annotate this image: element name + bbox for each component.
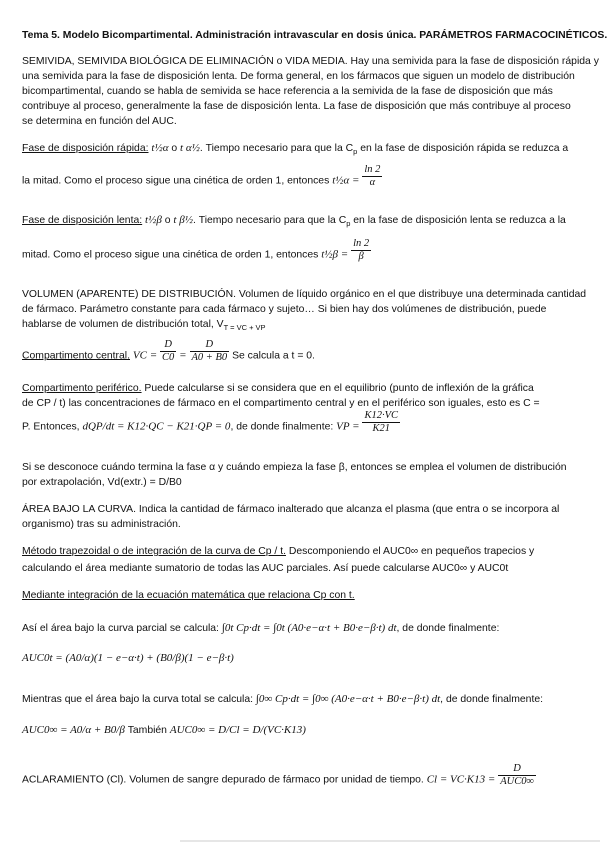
parcial-line bbox=[22, 622, 499, 635]
volumen-vt-tail: T = VC + VP bbox=[223, 323, 266, 333]
total-result-1: AUC0∞ = A0/α + B0/β bbox=[22, 724, 125, 736]
periferico-heading: Compartimento periférico. bbox=[22, 383, 142, 394]
extrapolacion-line-2: por extrapolación, Vd(extr.) = D/B0 bbox=[22, 477, 182, 488]
area-line-1: ÁREA BAJO LA CURVA. Indica la cantidad de fármaco inalterado que alcanza el plasma (que entra o se incorpora al bbox=[22, 504, 560, 515]
fase-rapida-line-1 bbox=[22, 142, 568, 158]
fase-rapida-line-2 bbox=[22, 164, 382, 189]
trapezoidal-heading: Método trapezoidal o de integración de la curva de Cp / t. bbox=[22, 546, 286, 557]
central-heading: Compartimento central. bbox=[22, 350, 130, 362]
fase-lenta-text-2: en la fase de disposición lenta se reduzca a la bbox=[350, 215, 566, 226]
trapezoidal-line-1 bbox=[22, 545, 534, 558]
fase-rapida-sub-p: p bbox=[353, 147, 358, 157]
periferico-line-1 bbox=[22, 382, 534, 395]
aclaramiento-numerator: D bbox=[498, 763, 536, 776]
volumen-line-3 bbox=[22, 318, 266, 334]
trapezoidal-line-2: calculando el área mediante sumatorio de todas las AUC parciales. Así puede calcularse AUC0∞ y AUC0t bbox=[22, 563, 509, 574]
central-lhs: VC = bbox=[132, 349, 158, 362]
area-line-2: organismo) tras su administración. bbox=[22, 519, 181, 530]
total-line bbox=[22, 693, 543, 706]
fase-rapida-symbol-1: t½α bbox=[151, 142, 169, 154]
fase-lenta-denominator: β bbox=[358, 251, 364, 262]
periferico-equation: dQP/dt = K12·QC − K21·QP = 0 bbox=[82, 420, 231, 433]
fase-rapida-fraction bbox=[362, 164, 382, 189]
aclaramiento-text: ACLARAMIENTO (Cl). Volumen de sangre depurado de fármaco por unidad de tiempo. bbox=[22, 774, 424, 786]
central-equals: = bbox=[179, 349, 187, 362]
extrapolacion-line-1: Si se desconoce cuándo termina la fase α y cuándo empieza la fase β, entonces se emplea el volumen de distribución bbox=[22, 462, 567, 473]
aclaramiento-denominator: AUC0∞ bbox=[500, 776, 534, 787]
fase-lenta-heading: Fase de disposición lenta: bbox=[22, 215, 143, 226]
fase-lenta-text-1: . Tiempo necesario para que la C bbox=[192, 215, 347, 226]
periferico-line-2: de CP / t) las concentraciones de fármaco en el compartimento central y en el periférico son iguales, esto es C = bbox=[22, 398, 540, 409]
fase-rapida-symbol-2: t α½ bbox=[180, 142, 200, 154]
periferico-fraction bbox=[362, 410, 400, 435]
fase-lenta-o: o bbox=[164, 215, 171, 226]
central-f1-denominator: C0 bbox=[162, 352, 175, 363]
integracion-heading: Mediante integración de la ecuación matemática que relaciona Cp con t. bbox=[22, 590, 355, 601]
periferico-denominator: K21 bbox=[372, 423, 390, 434]
semivida-line-2: una semivida para la fase de disposición lenta. De forma general, en los fármacos que siguen un modelo de distribución bbox=[22, 71, 575, 82]
semivida-line-3: bicompartimental, cuando se habla de semivida se hace referencia a la semivida de la fase de disposición que más bbox=[22, 86, 553, 97]
periferico-numerator: K12·VC bbox=[364, 410, 399, 421]
central-tail: Se calcula a t = 0. bbox=[232, 350, 315, 362]
fase-rapida-o: o bbox=[171, 143, 178, 154]
total-equation: ∫0∞ Cp·dt = ∫0∞ (A0·e−α·t + B0·e−β·t) dt bbox=[255, 693, 441, 705]
fase-lenta-sub-p: p bbox=[346, 219, 351, 229]
fase-lenta-line-1 bbox=[22, 214, 566, 230]
fase-rapida-text-3: la mitad. Como el proceso sigue una cinética de orden 1, entonces bbox=[22, 175, 330, 187]
aclaramiento-equation: Cl = VC·K13 = bbox=[426, 773, 496, 786]
semivida-line-4: contribuye al proceso, generalmente la fase de disposición lenta. La fase de disposición que más contribuye al proceso bbox=[22, 101, 571, 112]
total-text: Mientras que el área bajo la curva total se calcula: bbox=[22, 694, 254, 705]
central-line bbox=[22, 339, 315, 364]
fase-lenta-lhs: t½β = bbox=[321, 248, 349, 261]
aclaramiento-fraction bbox=[498, 763, 536, 788]
fase-rapida-text-1: . Tiempo necesario para que la C bbox=[199, 143, 354, 154]
fase-lenta-symbol-1: t½β bbox=[145, 214, 162, 226]
semivida-line-5: se determina en función del AUC. bbox=[22, 116, 177, 127]
aclaramiento-line bbox=[22, 763, 536, 788]
trapezoidal-l1: Descomponiendo el AUC0∞ en pequeños trapecios y bbox=[285, 546, 535, 557]
fase-lenta-numerator: ln 2 bbox=[353, 238, 370, 249]
volumen-line-3-text: hablarse de volumen de distribución total, V bbox=[22, 319, 224, 330]
fase-rapida-text-2: en la fase de disposición rápida se reduzca a bbox=[357, 143, 569, 154]
bottom-scan-artifact bbox=[180, 840, 600, 842]
periferico-l3b: , de donde finalmente: bbox=[230, 421, 334, 433]
parcial-tail: , de donde finalmente: bbox=[396, 623, 500, 634]
volumen-line-2: de fármaco. Parámetro constante para cada fármaco y sujeto… Si bien hay dos volúmenes de distribución, puede bbox=[22, 304, 547, 315]
fase-rapida-denominator: α bbox=[369, 177, 376, 188]
parcial-text: Así el área bajo la curva parcial se calcula: bbox=[22, 623, 219, 634]
central-f1-numerator: D bbox=[160, 339, 176, 352]
periferico-lhs: VP = bbox=[336, 420, 360, 433]
semivida-line-1: SEMIVIDA, SEMIVIDA BIOLÓGICA DE ELIMINACIÓN o VIDA MEDIA. Hay una semivida para la fase de disposición rápida y bbox=[22, 56, 599, 67]
parcial-equation: ∫0t Cp·dt = ∫0t (A0·e−α·t + B0·e−β·t) dt bbox=[221, 622, 397, 634]
periferico-l1: Puede calcularse si se considera que en el equilibrio (punto de inflexión de la gráfica bbox=[141, 383, 534, 394]
central-fraction-2 bbox=[190, 339, 230, 364]
fase-lenta-symbol-2: t β½ bbox=[173, 214, 193, 226]
central-fraction-1 bbox=[160, 339, 176, 364]
fase-lenta-text-3: mitad. Como el proceso sigue una cinética de orden 1, entonces bbox=[22, 249, 319, 261]
volumen-line-1: VOLUMEN (APARENTE) DE DISTRIBUCIÓN. Volumen de líquido orgánico en el que distribuye una determinada cantidad bbox=[22, 289, 587, 300]
fase-lenta-line-2 bbox=[22, 238, 371, 263]
central-f2-denominator: A0 + B0 bbox=[191, 352, 228, 363]
fase-rapida-numerator: ln 2 bbox=[364, 164, 381, 175]
fase-rapida-lhs: t½α = bbox=[332, 174, 360, 187]
total-tail: , de donde finalmente: bbox=[440, 694, 543, 705]
parcial-result: AUC0t = (A0/α)(1 − e−α·t) + (B0/β)(1 − e−β·t) bbox=[22, 652, 234, 664]
central-f2-numerator: D bbox=[190, 339, 230, 352]
total-result-2: AUC0∞ = D/Cl = D/(VC·K13) bbox=[169, 724, 306, 736]
periferico-l3a: P. Entonces, bbox=[22, 421, 80, 433]
fase-rapida-heading: Fase de disposición rápida: bbox=[22, 143, 149, 154]
total-tambien: También bbox=[127, 725, 167, 736]
total-result-line bbox=[22, 724, 306, 737]
fase-lenta-fraction bbox=[351, 238, 371, 263]
document-title: Tema 5. Modelo Bicompartimental. Administración intravascular en dosis única. PARÁMETROS FARMACOCINÉTICOS. bbox=[22, 30, 608, 41]
